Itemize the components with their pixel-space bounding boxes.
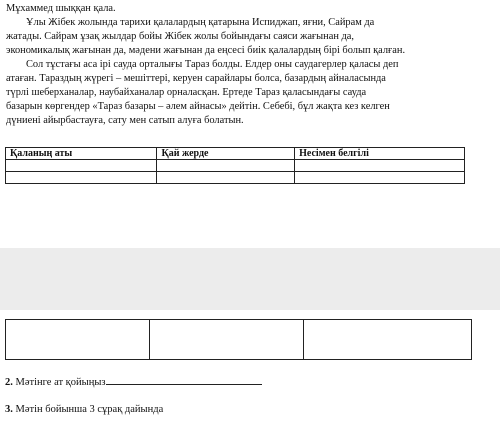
header-location: Қай жерде — [157, 148, 295, 160]
table-cell[interactable] — [304, 320, 472, 360]
header-city-name: Қаланың аты — [6, 148, 157, 160]
table-row — [6, 172, 465, 184]
answer-line[interactable] — [106, 375, 262, 385]
text-line: Сол тұстағы аса ірі сауда орталығы Тараз болды. Елдер оны саудагерлер қаласы деп — [26, 59, 399, 70]
table-cell[interactable] — [6, 172, 157, 184]
table-row — [6, 320, 472, 360]
text-line: дүниені айырбастауға, сату мен сатып алуға болатын. — [6, 115, 244, 126]
text-line: жатады. Сайрам ұзақ жылдар бойы Жібек жолы бойындағы саяси жағынан да, — [6, 31, 354, 42]
table-cell[interactable] — [157, 172, 295, 184]
text-line: экономикалық жағынан да, мәдени жағынан да еңсесі биік қалалардың бірі болып қалған. — [6, 45, 406, 56]
text-line: түрлі шеберханалар, наубайханалар орналасқан. Ертеде Тараз қаласындағы сауда — [6, 87, 367, 98]
text-line: базарын көргендер «Тараз базары – әлем айнасы» дейтін. Себебі, бұл жақта кез келген — [6, 101, 390, 112]
table-cell[interactable] — [157, 160, 295, 172]
page-gap — [0, 248, 500, 310]
answer-table — [5, 319, 472, 360]
table-cell[interactable] — [6, 320, 150, 360]
text-line: Мұхаммед шыққан қала. — [6, 3, 116, 14]
header-known-for: Несімен белгілі — [295, 148, 465, 160]
table-header-row — [6, 148, 465, 160]
question-number: 2. — [5, 377, 13, 388]
question-2 — [5, 375, 262, 388]
question-text: Мәтін бойынша 3 сұрақ дайында — [15, 404, 164, 415]
table-cell[interactable] — [295, 172, 465, 184]
question-number: 3. — [5, 404, 13, 415]
question-text: Мәтінге ат қойыңыз — [15, 377, 106, 388]
question-3 — [5, 404, 163, 415]
document-page-2 — [0, 310, 500, 428]
table-cell[interactable] — [295, 160, 465, 172]
text-body — [6, 2, 484, 128]
text-line: Ұлы Жібек жолында тарихи қалалардың қатарына Испиджап, яғни, Сайрам да — [26, 17, 375, 28]
table-row — [6, 160, 465, 172]
table-cell[interactable] — [6, 160, 157, 172]
text-line: атаған. Тараздың жүрегі – мешіттері, керуен сарайлары болса, базардың айналасында — [6, 73, 386, 84]
city-table — [5, 147, 465, 184]
table-cell[interactable] — [150, 320, 304, 360]
